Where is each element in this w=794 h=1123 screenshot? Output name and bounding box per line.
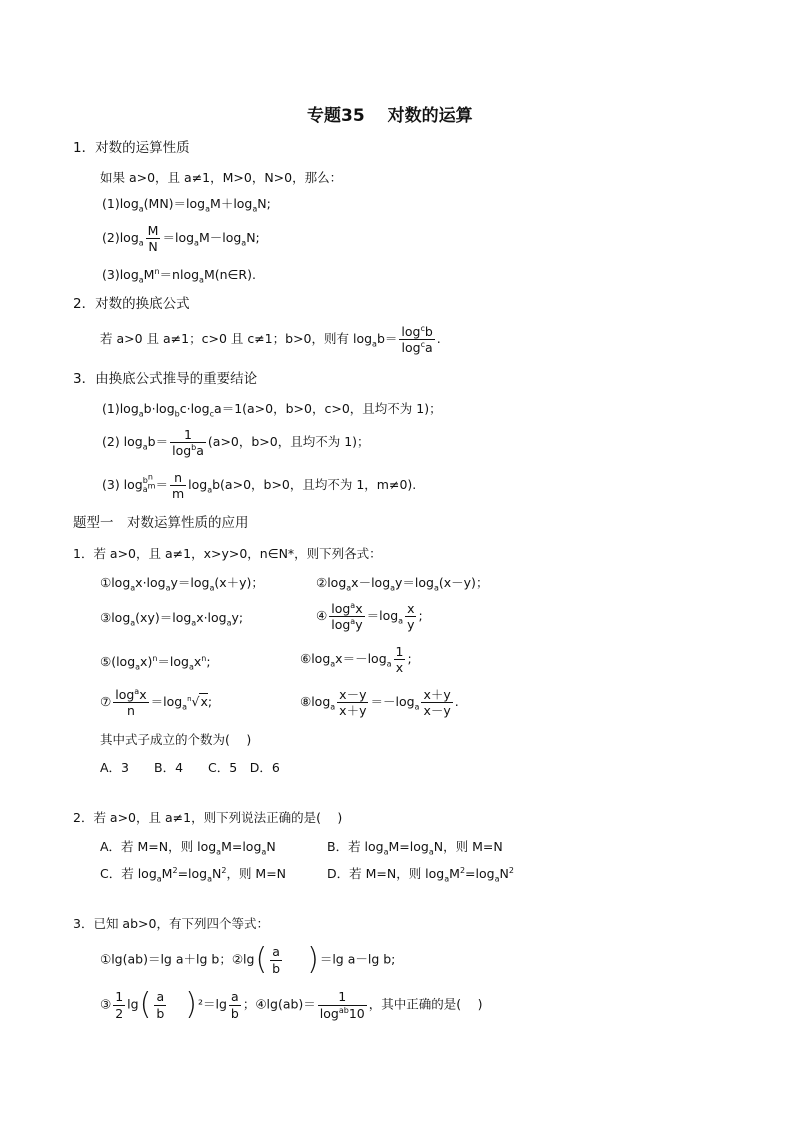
q1-expr-6: $⑥\log_ax=-\log_a$ $\frac{1}{x}$ ; [300,644,412,676]
q1-expr-8: $⑧\log_a$ $\frac{x-y}{x+y}$ $=-\log_a$ $\frac{x+y}{x-y}$ . [300,687,459,719]
question-3-stem: 3．已知 ab>0，有下列四个等式： [73,916,269,931]
question-2-option-b: B．若 $\log_aM=\log_aN$，则 M=N [327,839,503,857]
q1-expr-4: ④ $\frac{\log^ax}{\log^ay}$ $=\log_a$ $\frac{x}{y}$ ; [316,600,423,633]
page-title: 专题35 对数的运算 [307,106,473,126]
property-3: $(3)\log_aM^n=nlog_aM(n\in R)$. [102,266,256,285]
section-1-intro: 如果 a>0，且 a≠1，M>0，N>0，那么： [100,170,343,185]
question-1-ask: 其中式子成立的个数为( ) [100,732,252,747]
section-2-heading: 2．对数的换底公式 [73,296,190,312]
q1-expr-2: $②\log_ax-\log_ay=\log_a(x-y)$； [316,575,489,593]
question-3-row-1: ①lg(ab)＝lg a＋lg b；②lg( $\frac{a}{b}$ )＝lg a－lg b; [100,942,396,977]
q1-expr-5: $⑤(\log_ax)^n=\log_ax^n$; [100,653,211,672]
property-2: $(2)\log_a$ $\frac{M}{N}$ $=\log_aM-\log_aN$; [102,223,260,255]
section-3-heading: 3．由换底公式推导的重要结论 [73,371,258,387]
question-2-option-c: C．若 $\log_aM^2=\log_aN^2$，则 M=N [100,865,287,884]
question-2-option-d: D．若 M=N，则 $\log_aM^2=\log_aN^2$ [327,865,514,884]
question-type-heading: 题型一 对数运算性质的应用 [73,515,249,531]
question-2-stem: 2．若 a>0，且 a≠1，则下列说法正确的是( ) [73,810,343,825]
question-1-options: A．3 B．4 C．5 D．6 [100,760,280,775]
question-1-stem: 1．若 a>0，且 a≠1，x>y>0，n∈N*，则下列各式： [73,546,382,561]
change-of-base-formula: 若 a>0 且 a≠1；c>0 且 c≠1；b>0，则有 $\log_ab=$ $\frac{\log^cb}{\log^ca}$ . [100,323,441,356]
conclusion-1: $(1)\log_ab\cdot\log_bc\cdot\log_ca=1(a>0$，b>0，c>0，且均不为 1)； [102,401,442,419]
question-3-row-2: ③ $\frac{1}{2}$ lg( $\frac{a}{b}$ )²＝lg $\frac{a}{b}$ ；④lg(ab)＝ $\frac{1}{\log^{ab}10}$ ，其中正确的是( ) [100,987,483,1022]
question-2-option-a: A．若 M=N，则 $\log_aM=\log_aN$ [100,839,276,857]
section-1-heading: 1．对数的运算性质 [73,140,190,156]
q1-expr-7: ⑦ $\frac{\log^ax}{n}$ $=\log_a^n√x$; [100,686,213,719]
conclusion-2: (2) $\log_ab=$ $\frac{1}{\log^ba}$ (a>0，b>0，且均不为 1)； [102,427,370,459]
property-1: $(1)\log_a(MN)=\log_aM+\log_aN$; [102,196,271,214]
q1-expr-1: $①\log_ax\cdot\log_ay=\log_a(x+y)$； [100,575,264,593]
q1-expr-3: $③\log_a(xy)=\log_ax\cdot\log_ay$; [100,610,244,628]
conclusion-3: (3) log $b^n$ $a^m$ ＝ $\frac{n}{m}$ $\log_ab(a>0$，b>0，且均不为 1，m≠0). [102,470,417,502]
